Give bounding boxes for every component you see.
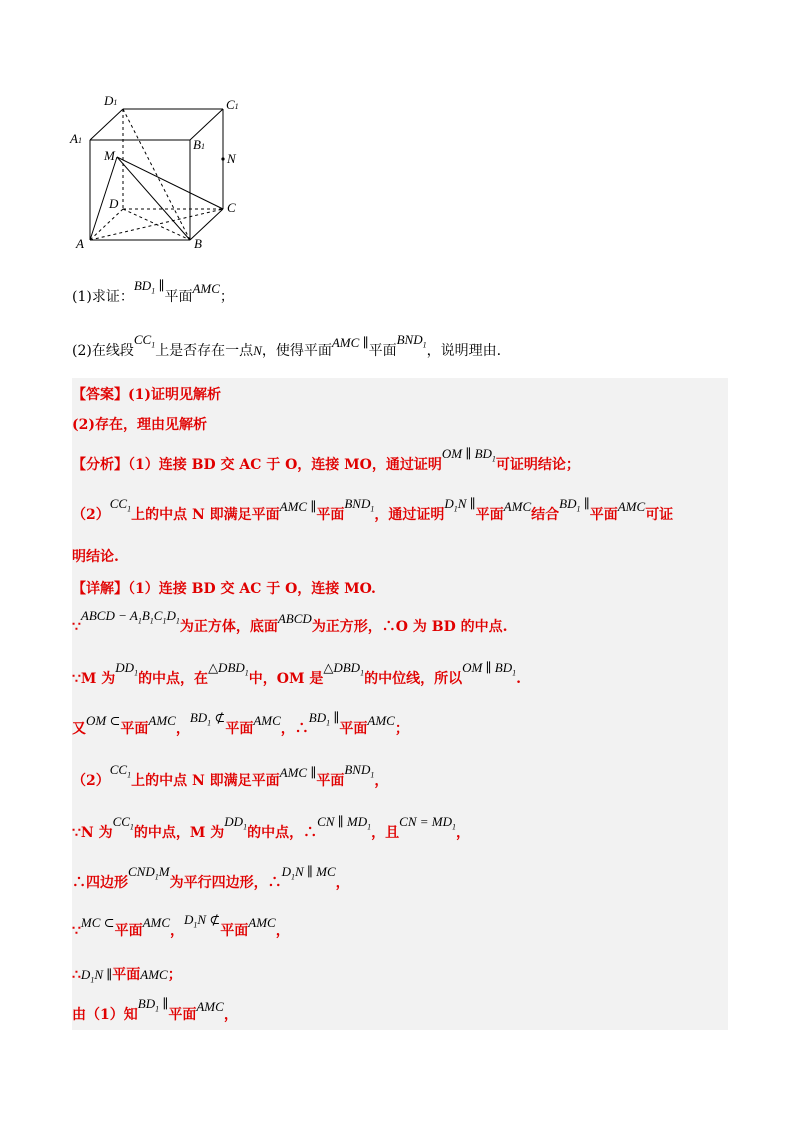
- label-b1: B1: [193, 137, 205, 152]
- answer-line-2: (2)存在，理由见解析: [72, 417, 207, 433]
- detail-line-7: ∴四边形$CND_1M$为平行四边形，$\therefore D_1N$ ∥ MC，: [72, 864, 350, 891]
- label-n: N: [227, 151, 236, 166]
- label-a1: A1: [70, 131, 82, 146]
- detail-line-8: ∵MC ⊂平面AMC，$D_1N$ ⊄平面AMC，: [72, 912, 290, 939]
- answer-panel: [72, 378, 728, 1030]
- label-b: B: [194, 236, 202, 251]
- label-d1: D1: [104, 93, 118, 108]
- detail-line-3: ∵M 为$DD_1$的中点，在$\triangle DBD_1$中，OM 是$\triangle DBD_1$的中位线，所以OM ∥ $BD_1$.: [72, 660, 522, 687]
- answer-line-1: 【答案】(1)证明见解析: [72, 387, 221, 403]
- analysis-line-3: 明结论.: [72, 549, 119, 565]
- detail-line-1: 【详解】（1）连接 BD 交 AC 于 O，连接 MO.: [72, 581, 376, 597]
- detail-line-5: $(2)CC_1$上的中点 N 即满足平面AMC ∥平面$BND_1$，: [72, 762, 389, 789]
- detail-line-2: ∵ABCD − $A_1B_1C_1D_1$为正方体，底面ABCD为正方形，∴O 为 BD 的中点.: [72, 608, 508, 635]
- analysis-line-2: $(2)CC_1$上的中点 N 即满足平面AMC ∥平面$BND_1$，通过证明$D_1N$ ∥平面AMC结合$BD_1$ ∥平面AMC可证: [72, 496, 674, 523]
- cube-figure: [66, 92, 256, 257]
- question-2: (2)在线段$CC_1$上是否存在一点N，使得平面AMC ∥平面$BND_1$，说明理由.: [72, 332, 502, 359]
- label-c: C: [227, 200, 236, 215]
- detail-line-9: $\therefore D_1N$ ∥平面AMC；: [72, 967, 182, 985]
- label-c1: C1: [226, 97, 239, 112]
- label-m: M: [104, 148, 115, 163]
- analysis-line-1: 【分析】（1）连接 BD 交 AC 于 O，连接 MO，通过证明OM ∥ $BD_1$可证明结论；: [72, 446, 580, 473]
- label-d: D: [109, 196, 119, 211]
- detail-line-4: 又OM ⊂平面AMC，$BD_1$ ⊄平面AMC，$\therefore BD_1$ ∥平面AMC；: [72, 710, 409, 737]
- question-1: (1)求证：$BD_1$ ∥平面AMC；: [72, 278, 234, 305]
- detail-line-6: ∵N 为$CC_1$的中点，M 为$DD_1$的中点，∴CN ∥ $MD_1$，且CN = $MD_1$，: [72, 814, 470, 841]
- detail-line-10: 由（1）知$BD_1$ ∥平面AMC，: [72, 996, 238, 1023]
- label-a: A: [76, 236, 84, 251]
